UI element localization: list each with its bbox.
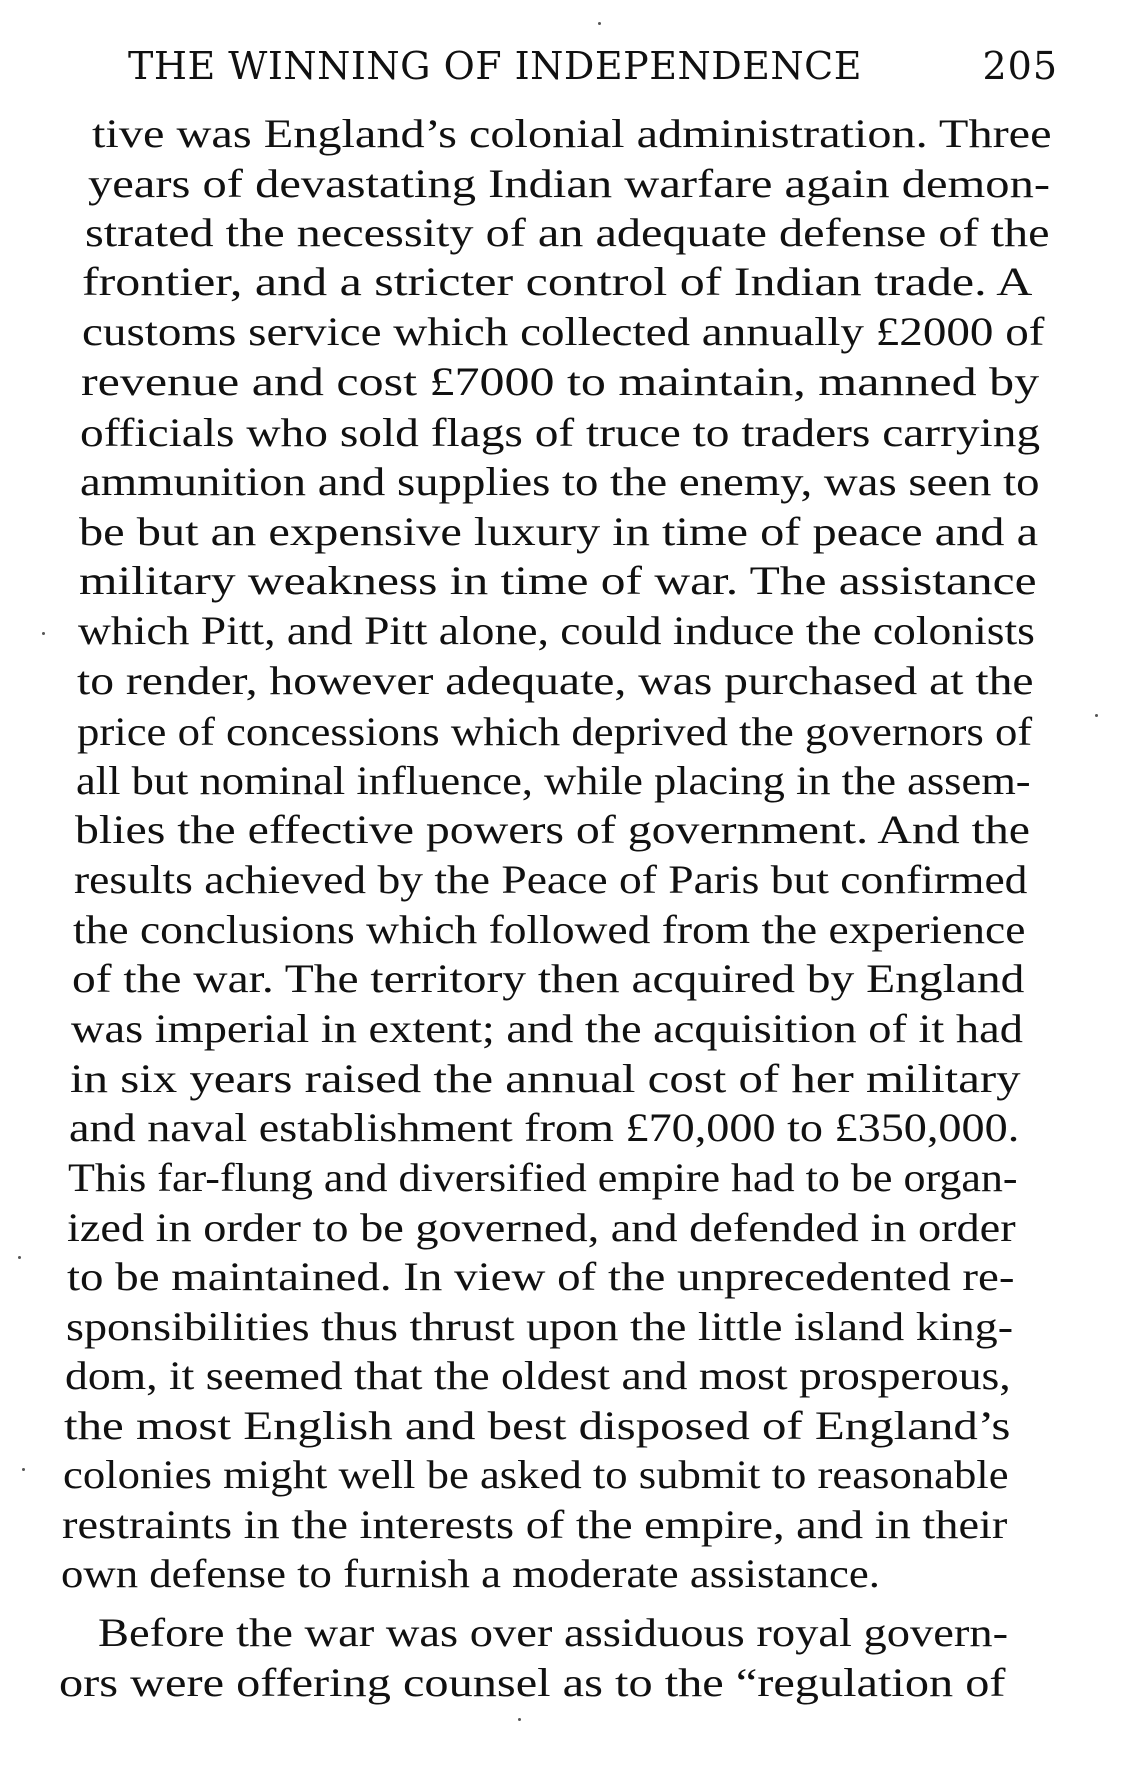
text-line: ized in order to be governed, and defended in order: [67, 1205, 1016, 1250]
text-line: was imperial in extent; and the acquisition of it had: [71, 1006, 1023, 1051]
text-line: and naval establishment from £70,000 to £350,000.: [69, 1105, 1020, 1150]
text-line: the conclusions which followed from the experience: [73, 907, 1026, 952]
text-line: of the war. The territory then acquired by England: [72, 956, 1025, 1001]
text-line: ammunition and supplies to the enemy, was seen to: [80, 459, 1040, 504]
text-line: years of devastating Indian warfare again demon-: [88, 161, 1050, 206]
scan-speck: [18, 1256, 21, 1259]
scan-speck: [518, 1718, 521, 1721]
text-line: to render, however adequate, was purchased at the: [77, 658, 1034, 703]
text-line: customs service which collected annually £2000 of: [82, 309, 1045, 354]
text-line: price of concessions which deprived the governors of: [77, 709, 1033, 754]
text-line: Before the war was over assiduous royal govern-: [98, 1610, 1009, 1655]
text-line: to be maintained. In view of the unprecedented re-: [67, 1254, 1015, 1299]
running-title: THE WINNING OF INDEPENDENCE: [128, 44, 862, 88]
text-line: sponsibilities thus thrust upon the little island king-: [66, 1304, 1014, 1349]
text-line: revenue and cost £7000 to maintain, manned by: [81, 359, 1040, 404]
text-line: the most English and best disposed of England’s: [64, 1403, 1011, 1448]
text-line: strated the necessity of an adequate defense of the: [85, 210, 1050, 255]
text-line: frontier, and a stricter control of Indian trade. A: [82, 259, 1033, 304]
scan-speck: [42, 632, 45, 635]
text-line: results achieved by the Peace of Paris but confirmed: [74, 857, 1028, 902]
text-line: officials who sold flags of truce to traders carrying: [80, 410, 1041, 455]
text-line: own defense to furnish a moderate assistance.: [61, 1551, 880, 1596]
scan-speck: [22, 1468, 25, 1471]
scan-speck: [1095, 714, 1098, 717]
page-header: [128, 44, 1058, 100]
text-line: colonies might well be asked to submit to reasonable: [63, 1452, 1009, 1497]
text-line: be but an expensive luxury in time of peace and a: [79, 509, 1039, 554]
text-line: in six years raised the annual cost of her military: [70, 1056, 1021, 1101]
text-line: This far-flung and diversified empire had to be organ-: [68, 1155, 1018, 1200]
text-line: military weakness in time of war. The assistance: [79, 558, 1037, 603]
text-line: tive was England’s colonial administration. Three: [92, 111, 1052, 156]
scan-speck: [598, 22, 601, 25]
text-line: which Pitt, and Pitt alone, could induce the colonists: [78, 608, 1035, 653]
text-line: all but nominal influence, while placing in the assem-: [76, 758, 1031, 803]
page-number: 205: [982, 44, 1058, 88]
text-line: blies the effective powers of government. And the: [75, 807, 1031, 852]
text-line: restraints in the interests of the empire, and in their: [62, 1502, 1008, 1547]
text-line: dom, it seemed that the oldest and most prosperous,: [65, 1353, 1011, 1398]
text-line: ors were offering counsel as to the “regulation of: [59, 1660, 1006, 1705]
